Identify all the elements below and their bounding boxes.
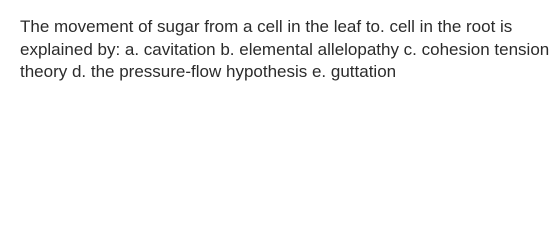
question-text: The movement of sugar from a cell in the leaf to. cell in the root is explained by: a. cavitation b. elemental allelopathy c. cohesion tension theory d. the pressure-flow hypothesis e. guttation [20,17,550,81]
